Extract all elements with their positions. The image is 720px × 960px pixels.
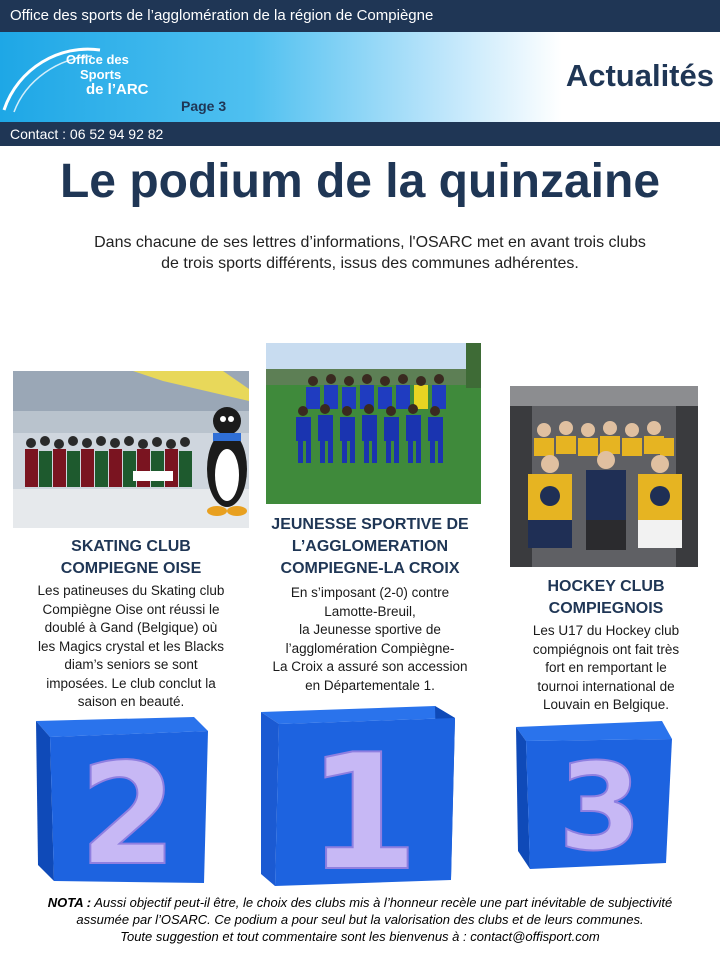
description-line: tournoi international de <box>537 678 675 694</box>
hockey-club-photo <box>510 386 698 567</box>
description-line: diam’s seniors se sont <box>64 657 198 672</box>
contact-bar <box>0 122 720 146</box>
footnote-line: Toute suggestion et tout commentaire sont les bienvenus à : contact@offisport.com <box>120 929 600 944</box>
description-line: la Jeunesse sportive de <box>299 622 441 637</box>
logo <box>66 52 149 97</box>
description-line: En s’imposant (2-0) contre <box>290 585 450 600</box>
footnote-text: Aussi objectif peut-il être, le choix des clubs mis à l’honneur recèle une part inévitable de subjectivité <box>94 895 673 910</box>
footnote-label: NOTA : <box>47 895 92 910</box>
description-line: fort en remportant le <box>545 660 667 675</box>
intro-line: de trois sports différents, issus des communes adhérentes. <box>161 255 579 272</box>
club-name-line: COMPIEGNE OISE <box>60 560 202 577</box>
header-banner <box>0 32 720 122</box>
podium-cube-2 <box>30 713 212 885</box>
org-name-bar <box>0 0 720 32</box>
rank-digit: 3 <box>558 739 642 871</box>
intro-text <box>40 232 700 274</box>
logo-line-3: de l’ARC <box>86 81 149 98</box>
description-line: doublé à Gand (Belgique) où <box>44 620 218 635</box>
section-title: Actualités <box>565 58 714 93</box>
description-line: compiégnois ont fait très <box>532 641 680 657</box>
podium-cube-3 <box>514 719 674 871</box>
footnote <box>0 894 720 945</box>
description-line: les Magics crystal et les Blacks <box>37 638 225 654</box>
description-line: Lamotte-Breuil, <box>324 603 416 619</box>
club-name-skating <box>13 536 249 580</box>
description-line: l’agglomération Compiègne- <box>285 640 455 656</box>
club-description-football <box>250 584 490 695</box>
club-name-line: L’AGGLOMERATION <box>291 538 449 555</box>
club-description-skating <box>13 582 249 712</box>
podium-cube-1 <box>259 704 459 888</box>
page-title: Le podium de la quinzaine <box>59 155 661 208</box>
club-name-line: SKATING CLUB <box>71 538 191 555</box>
description-line: Les patineuses du Skating club <box>37 583 225 598</box>
description-line: en Départementale 1. <box>305 677 435 693</box>
description-line: La Croix a assuré son accession <box>272 659 468 674</box>
page-number: Page 3 <box>181 98 227 114</box>
football-club-photo <box>266 343 481 504</box>
club-name-hockey <box>496 576 716 620</box>
footnote-line: assumée par l’OSARC. Ce podium a pour seul but la valorisation des clubs et de leurs communes. <box>76 912 644 927</box>
rank-digit: 2 <box>79 734 177 885</box>
logo-line-2: Sports <box>80 67 122 82</box>
contact-phone: Contact : 06 52 94 92 82 <box>10 126 164 142</box>
club-name-line: JEUNESSE SPORTIVE DE <box>271 516 469 533</box>
club-name-football <box>250 514 490 580</box>
description-line: Les U17 du Hockey club <box>532 623 680 638</box>
intro-line: Dans chacune de ses lettres d’informations, l'OSARC met en avant trois clubs <box>94 234 646 251</box>
footnote-line <box>0 894 720 911</box>
description-line: saison en beauté. <box>77 694 185 709</box>
description-line: imposées. Le club conclut la <box>46 675 216 691</box>
club-description-hockey <box>496 622 716 715</box>
description-line: Louvain en Belgique. <box>542 697 670 712</box>
club-name-line: HOCKEY CLUB <box>547 578 665 595</box>
rank-digit: 1 <box>307 719 419 888</box>
club-name-line: COMPIEGNOIS <box>548 600 664 617</box>
skating-club-photo <box>13 371 249 528</box>
logo-line-1: Office des <box>66 52 129 67</box>
description-line: Compiègne Oise ont réussi le <box>42 601 220 617</box>
org-name: Office des sports de l’agglomération de la région de Compiègne <box>10 7 434 24</box>
club-name-line: COMPIEGNE-LA CROIX <box>280 560 460 577</box>
